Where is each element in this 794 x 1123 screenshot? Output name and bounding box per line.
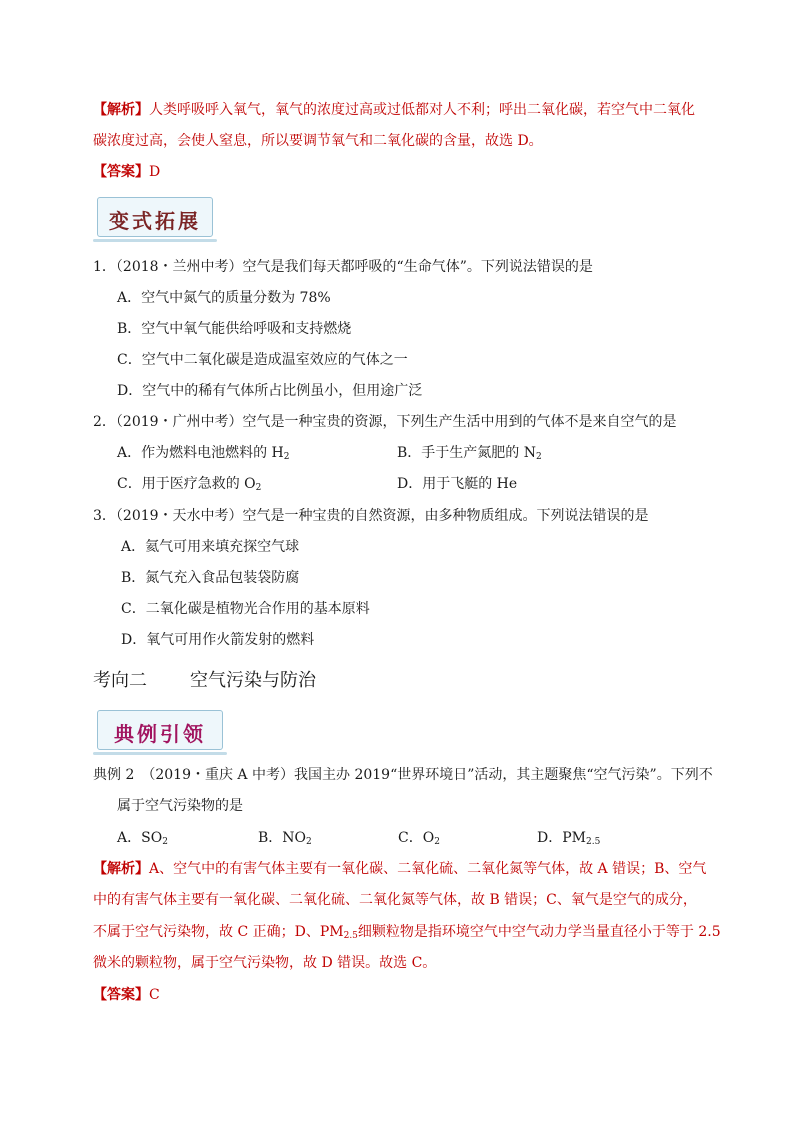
analysis-1-line-2: 碳浓度过高，会使人窒息，所以要调节氧气和二氧化碳的含量，故选 D。 — [93, 133, 543, 149]
answer-2 — [93, 985, 160, 1005]
answer-label: 【答案】 — [93, 987, 149, 1003]
analysis-2-line-3: 不属于空气污染物，故 C 正确；D、$PM_{2.5}$细颗粒物是指环境空气中空气动力学当量直径小于等于 2.5 — [93, 924, 721, 941]
q1-stem: 1．（2018・兰州中考）空气是我们每天都呼吸的“生命气体”。下列说法错误的是 — [93, 259, 593, 275]
analysis-2-line-2: 中的有害气体主要有一氧化碳、二氧化硫、二氧化氮等气体，故 B 错误；C、氧气是空气的成分， — [93, 892, 697, 908]
variant-banner-title: 变式拓展 — [109, 209, 201, 233]
q1-option-a: A．空气中氮气的质量分数为 78% — [117, 290, 331, 306]
answer-value: D — [149, 164, 161, 180]
q2-option-d: D．用于飞艇的 He — [397, 476, 518, 492]
q2-option-b: B．手于生产氮肥的 $N_2$ — [397, 445, 542, 462]
q1-option-c: C．空气中二氧化碳是造成温室效应的气体之一 — [117, 352, 408, 368]
answer-label: 【答案】 — [93, 164, 149, 180]
example-2-line-2: 属于空气污染物的是 — [117, 798, 243, 814]
q3-option-c: C．二氧化碳是植物光合作用的基本原料 — [121, 601, 370, 617]
section-title: 空气污染与防治 — [190, 670, 316, 691]
q1-option-b: B．空气中氧气能供给呼吸和支持燃烧 — [117, 321, 352, 337]
analysis-2-line-1 — [93, 859, 706, 879]
example-2-option-c: C．$O_2$ — [398, 830, 440, 847]
q3-option-d: D．氧气可用作火箭发射的燃料 — [121, 632, 315, 648]
analysis-label: 【解析】 — [93, 102, 149, 118]
q3-option-b: B．氮气充入食品包装袋防腐 — [121, 570, 300, 586]
analysis-2-line-4: 微米的颗粒物，属于空气污染物，故 D 错误。故选 C。 — [93, 955, 437, 971]
q3-option-a: A．氦气可用来填充探空气球 — [121, 539, 300, 555]
example-banner-title: 典例引领 — [114, 722, 206, 746]
section-number: 考向二 — [93, 670, 147, 691]
q1-option-d: D．空气中的稀有气体所占比例虽小，但用途广泛 — [117, 383, 423, 399]
q2-option-a: A．作为燃料电池燃料的 $H_2$ — [117, 445, 290, 462]
analysis-text: 人类呼吸呼入氧气，氧气的浓度过高或过低都对人不利；呼出二氧化碳，若空气中二氧化 — [149, 102, 695, 118]
example-2-option-b: B．$NO_2$ — [258, 830, 312, 847]
analysis-label: 【解析】 — [93, 861, 149, 877]
q2-stem: 2．（2019・广州中考）空气是一种宝贵的资源，下列生产生活中用到的气体不是来自空气的是 — [93, 414, 677, 430]
analysis-1-line-1 — [93, 100, 695, 120]
answer-1 — [93, 162, 160, 182]
q3-stem: 3．（2019・天水中考）空气是一种宝贵的自然资源，由多种物质组成。下列说法错误的是 — [93, 508, 649, 524]
example-2-line-1: 典例 2 （2019・重庆 A 中考）我国主办 2019“世界环境日”活动，其主题聚焦“空气污染”。下列不 — [93, 767, 713, 783]
analysis-text: A、空气中的有害气体主要有一氧化碳、二氧化硫、二氧化氮等气体，故 A 错误；B、空气 — [149, 861, 707, 877]
variant-banner — [97, 197, 213, 237]
example-banner — [97, 710, 223, 750]
example-2-option-d: D．$PM_{2.5}$ — [537, 830, 601, 847]
answer-value: C — [149, 987, 160, 1003]
q2-option-c: C．用于医疗急救的 $O_2$ — [117, 476, 262, 493]
example-2-option-a: A．$SO_2$ — [117, 830, 168, 847]
